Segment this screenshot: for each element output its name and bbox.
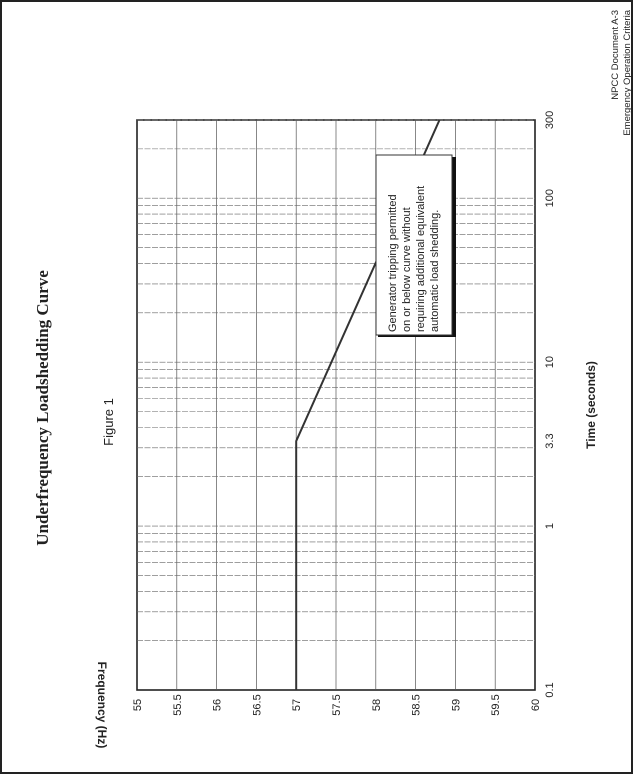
frequency-tick-label: 59.5 bbox=[490, 694, 503, 716]
frequency-tick-label: 57 bbox=[291, 698, 304, 712]
figure-label: Figure 1 bbox=[101, 398, 116, 446]
frequency-tick-label: 60 bbox=[530, 698, 542, 712]
annotation-box bbox=[376, 155, 456, 337]
time-tick-label: 10 bbox=[544, 356, 556, 369]
frequency-tick-label: 58 bbox=[370, 698, 383, 712]
frequency-tick-label: 56.5 bbox=[251, 694, 264, 716]
doc-header-line1: NPCC Document A-3 bbox=[610, 10, 621, 100]
frequency-tick-label: 55 bbox=[132, 698, 144, 712]
time-tick-label: 1 bbox=[544, 523, 556, 530]
annotation-line1: Generator tripping permitted bbox=[387, 194, 399, 332]
frequency-tick-label: 59 bbox=[450, 698, 463, 712]
time-tick-label: 100 bbox=[544, 189, 556, 208]
time-tick-label: 0.1 bbox=[544, 682, 556, 698]
chart-title: Underfrequency Loadshedding Curve bbox=[33, 270, 52, 546]
annotation-shadow-right bbox=[452, 157, 456, 337]
annotation-line2: on or below curve without bbox=[401, 207, 413, 332]
frequency-tick-label: 57.5 bbox=[331, 694, 343, 716]
frequency-tick-label: 58.5 bbox=[410, 694, 423, 716]
doc-header-line2: Emergency Operation Criteria bbox=[622, 10, 633, 136]
time-tick-label: 3.3 bbox=[544, 433, 556, 449]
annotation-line3: requiring additional equivalent bbox=[415, 185, 427, 332]
frequency-tick-label: 55.5 bbox=[171, 694, 184, 716]
annotation-line4: automatic load shedding. bbox=[429, 209, 441, 332]
x-axis-label: Time (seconds) bbox=[584, 361, 598, 449]
frequency-tick-label: 56 bbox=[211, 698, 224, 712]
time-tick-label: 300 bbox=[544, 110, 556, 130]
y-axis-label: Frequency (Hz) bbox=[95, 661, 109, 749]
